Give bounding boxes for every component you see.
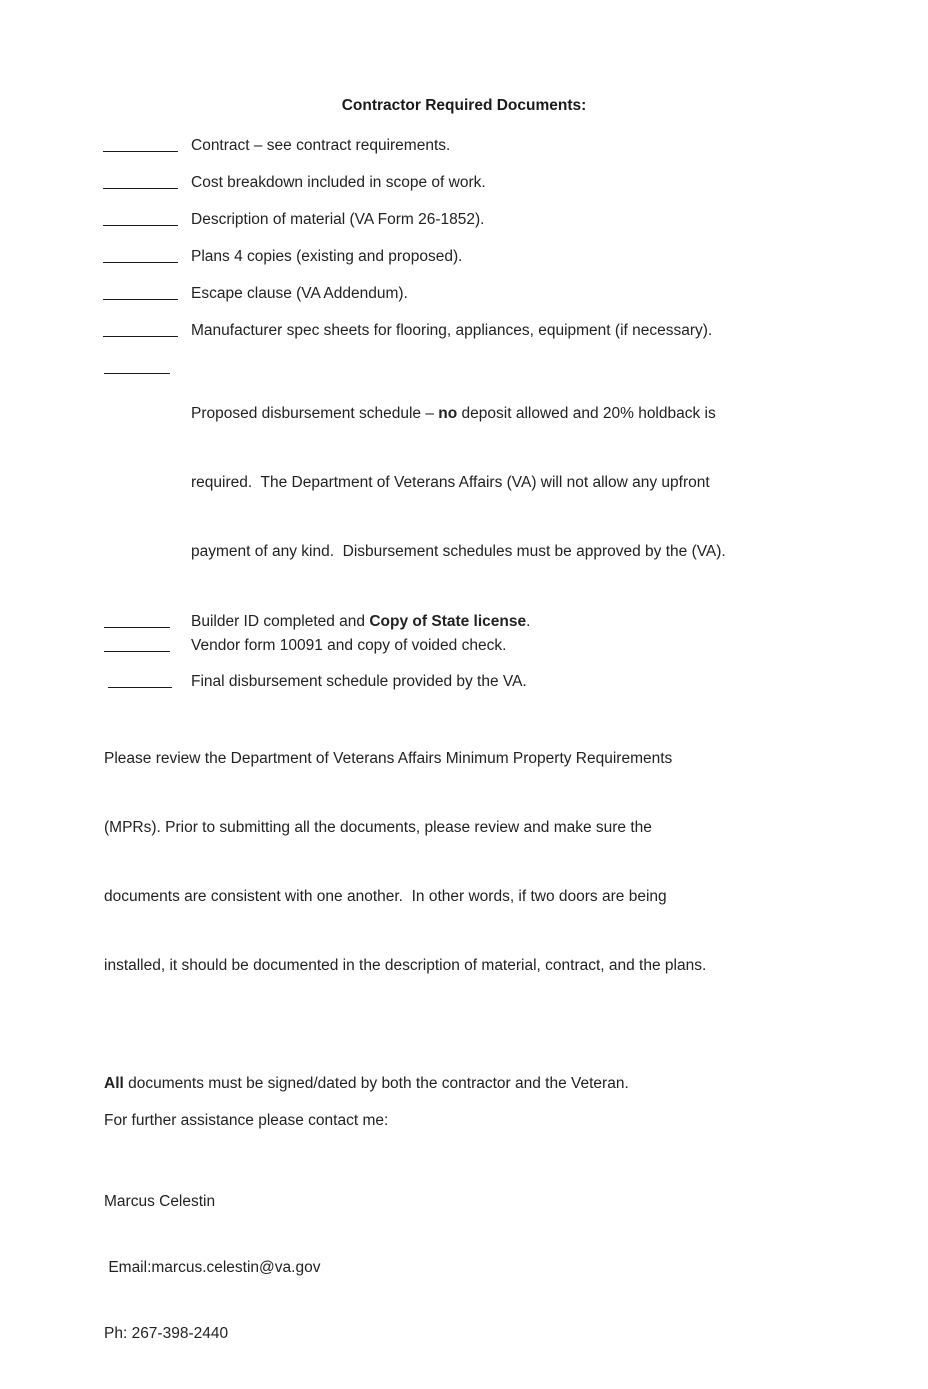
signature-blank-line: [103, 282, 178, 300]
review-paragraph: [104, 701, 928, 1023]
checklist-row-escape-clause: [103, 282, 928, 305]
bold-emphasis: no: [438, 405, 458, 422]
signature-blank-line: [103, 208, 178, 226]
checklist-row-plans: [103, 245, 928, 268]
contact-email: Email:marcus.celestin@va.gov: [104, 1259, 321, 1276]
checklist-item-label: [191, 356, 791, 609]
checklist-item-label: Escape clause (VA Addendum).: [191, 285, 408, 302]
checklist-item-label: Plans 4 copies (existing and proposed).: [191, 248, 463, 265]
signature-blank-line: [104, 356, 170, 374]
checklist-row-cost-breakdown: [103, 171, 928, 194]
paragraph-line: installed, it should be documented in the description of material, contract, and the plans.: [104, 957, 707, 974]
signature-blank-line: [103, 134, 178, 152]
contact-phone: Ph: 267-398-2440: [104, 1325, 229, 1342]
checklist-row-contract: [103, 134, 928, 157]
required-documents-checklist: [103, 134, 928, 693]
checklist-row-final-disbursement: [103, 670, 928, 693]
signature-blank-line: [103, 245, 178, 263]
checklist-item-label: Manufacturer spec sheets for flooring, appliances, equipment (if necessary).: [191, 322, 713, 339]
paragraph-line: documents are consistent with one another. In other words, if two doors are being: [104, 888, 667, 905]
signature-blank-line: [104, 634, 170, 652]
checklist-item-label: Vendor form 10091 and copy of voided check.: [191, 637, 507, 654]
checklist-item-label: Final disbursement schedule provided by the VA.: [191, 673, 527, 690]
contact-name: Marcus Celestin: [104, 1193, 216, 1210]
checklist-row-spec-sheets: [103, 319, 928, 342]
page-title: Contractor Required Documents:: [341, 97, 587, 114]
checklist-item-line: Proposed disbursement schedule – no deposit allowed and 20% holdback is: [191, 405, 716, 422]
assistance-line: For further assistance please contact me:: [104, 1112, 389, 1129]
contact-block: [104, 1147, 928, 1389]
signature-blank-line: [108, 670, 172, 688]
signature-blank-line: [103, 319, 178, 337]
checklist-item-label: Builder ID completed and Copy of State license.: [191, 613, 531, 630]
bold-emphasis: All: [104, 1075, 124, 1092]
paragraph-line: Please review the Department of Veterans Affairs Minimum Property Requirements: [104, 750, 673, 767]
checklist-row-builder-id: [103, 610, 928, 633]
bold-emphasis: Copy of State license: [369, 613, 527, 630]
checklist-row-disbursement-schedule: [103, 356, 928, 609]
paragraph-line: (MPRs). Prior to submitting all the documents, please review and make sure the: [104, 819, 652, 836]
signed-dated-note: All documents must be signed/dated by both the contractor and the Veteran.: [104, 1075, 629, 1092]
checklist-item-label: Cost breakdown included in scope of work.: [191, 174, 486, 191]
signature-blank-line: [104, 610, 170, 628]
checklist-item-line: payment of any kind. Disbursement schedules must be approved by the (VA).: [191, 543, 726, 560]
checklist-item-label: Contract – see contract requirements.: [191, 137, 451, 154]
checklist-item-line: required. The Department of Veterans Affairs (VA) will not allow any upfront: [191, 474, 710, 491]
checklist-row-vendor-form: [103, 634, 928, 657]
checklist-row-description-material: [103, 208, 928, 231]
checklist-item-label: Description of material (VA Form 26-1852).: [191, 211, 485, 228]
signature-blank-line: [103, 171, 178, 189]
